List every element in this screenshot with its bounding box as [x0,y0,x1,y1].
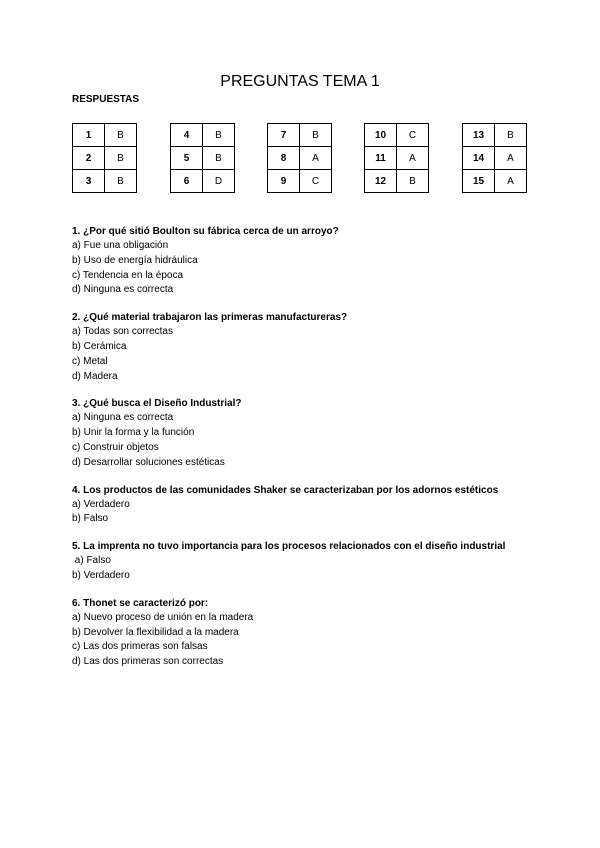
option-c: c) Construir objetos [72,441,159,453]
answer-row [268,147,332,170]
answer-row [365,147,429,170]
answer-letter: D [203,170,235,193]
answer-row [463,124,527,147]
answer-row [73,124,137,147]
question-3 [72,397,532,470]
option-a: a) Ninguna es correcta [72,412,174,424]
answer-table-1 [72,123,137,193]
answer-number: 12 [365,170,397,193]
option-a: a) Verdadero [72,498,130,510]
answer-number: 15 [463,170,495,193]
answer-letter: A [495,147,527,170]
option-a: a) Todas son correctas [72,326,173,338]
option-b: b) Cerámica [72,340,127,352]
option-a: a) Nuevo proceso de unión en la madera [72,611,254,623]
answer-number: 3 [73,170,105,193]
option-c: c) Tendencia en la época [72,269,184,281]
answer-row [463,170,527,193]
question-title: 1. ¿Por qué sitió Boulton su fábrica cerca de un arroyo? [72,226,339,237]
answer-number: 11 [365,147,397,170]
answer-number: 7 [268,124,300,147]
answer-letter: B [105,170,137,193]
answer-letter: A [397,147,429,170]
answer-number: 9 [268,170,300,193]
answer-letter: B [105,124,137,147]
answer-letter: B [397,170,429,193]
option-d: d) Las dos primeras son correctas [72,656,224,668]
option-a: a) Fue una obligación [72,240,169,251]
option-d: d) Madera [72,370,118,382]
answer-number: 8 [268,147,300,170]
answer-key [0,123,600,195]
question-4 [72,484,532,528]
question-title: 3. ¿Qué busca el Diseño Industrial? [72,398,242,410]
answer-number: 4 [171,124,203,147]
answer-table-5 [462,123,527,193]
option-d: d) Ninguna es correcta [72,284,174,296]
answer-letter: C [397,124,429,147]
option-b: b) Unir la forma y la función [72,427,195,439]
answer-row [268,170,332,193]
question-6 [72,597,532,670]
question-1 [72,225,532,298]
answer-letter: B [203,124,235,147]
answer-number: 14 [463,147,495,170]
answer-row [171,147,235,170]
answer-letter: C [300,170,332,193]
page-title: PREGUNTAS TEMA 1 [220,73,380,90]
question-title: 6. Thonet se caracterizó por: [72,597,209,609]
answer-number: 2 [73,147,105,170]
answer-table-2 [170,123,235,193]
option-a: a) Falso [72,555,111,567]
option-b: b) Devolver la flexibilidad a la madera [72,626,239,638]
answer-row [73,170,137,193]
answer-number: 10 [365,124,397,147]
option-b: b) Verdadero [72,569,130,581]
option-b: b) Uso de energía hidráulica [72,254,198,266]
question-5 [72,540,532,584]
question-list [72,225,532,683]
answer-row [171,124,235,147]
answer-row [463,147,527,170]
option-c: c) Metal [72,355,108,367]
answer-row [171,170,235,193]
answer-number: 13 [463,124,495,147]
answer-letter: A [300,147,332,170]
answer-row [73,147,137,170]
answer-row [365,124,429,147]
question-title: 5. La imprenta no tuvo importancia para los procesos relacionados con el diseño industrial [72,541,506,553]
option-c: c) Las dos primeras son falsas [72,641,208,653]
answer-letter: A [495,170,527,193]
answer-table-3 [267,123,332,193]
question-title: 2. ¿Qué material trabajaron las primeras manufactureras? [72,312,348,324]
answer-number: 1 [73,124,105,147]
question-2 [72,311,532,384]
answer-table-4 [364,123,429,193]
answer-letter: B [495,124,527,147]
answer-row [268,124,332,147]
question-title: 4. Los productos de las comunidades Shaker se caracterizaban por los adornos estéticos [72,484,499,496]
option-d: d) Desarrollar soluciones estéticas [72,456,225,468]
answers-heading: RESPUESTAS [72,94,140,105]
option-b: b) Falso [72,513,109,525]
answer-letter: B [203,147,235,170]
answer-letter: B [300,124,332,147]
answer-row [365,170,429,193]
answer-number: 6 [171,170,203,193]
answer-number: 5 [171,147,203,170]
answer-letter: B [105,147,137,170]
